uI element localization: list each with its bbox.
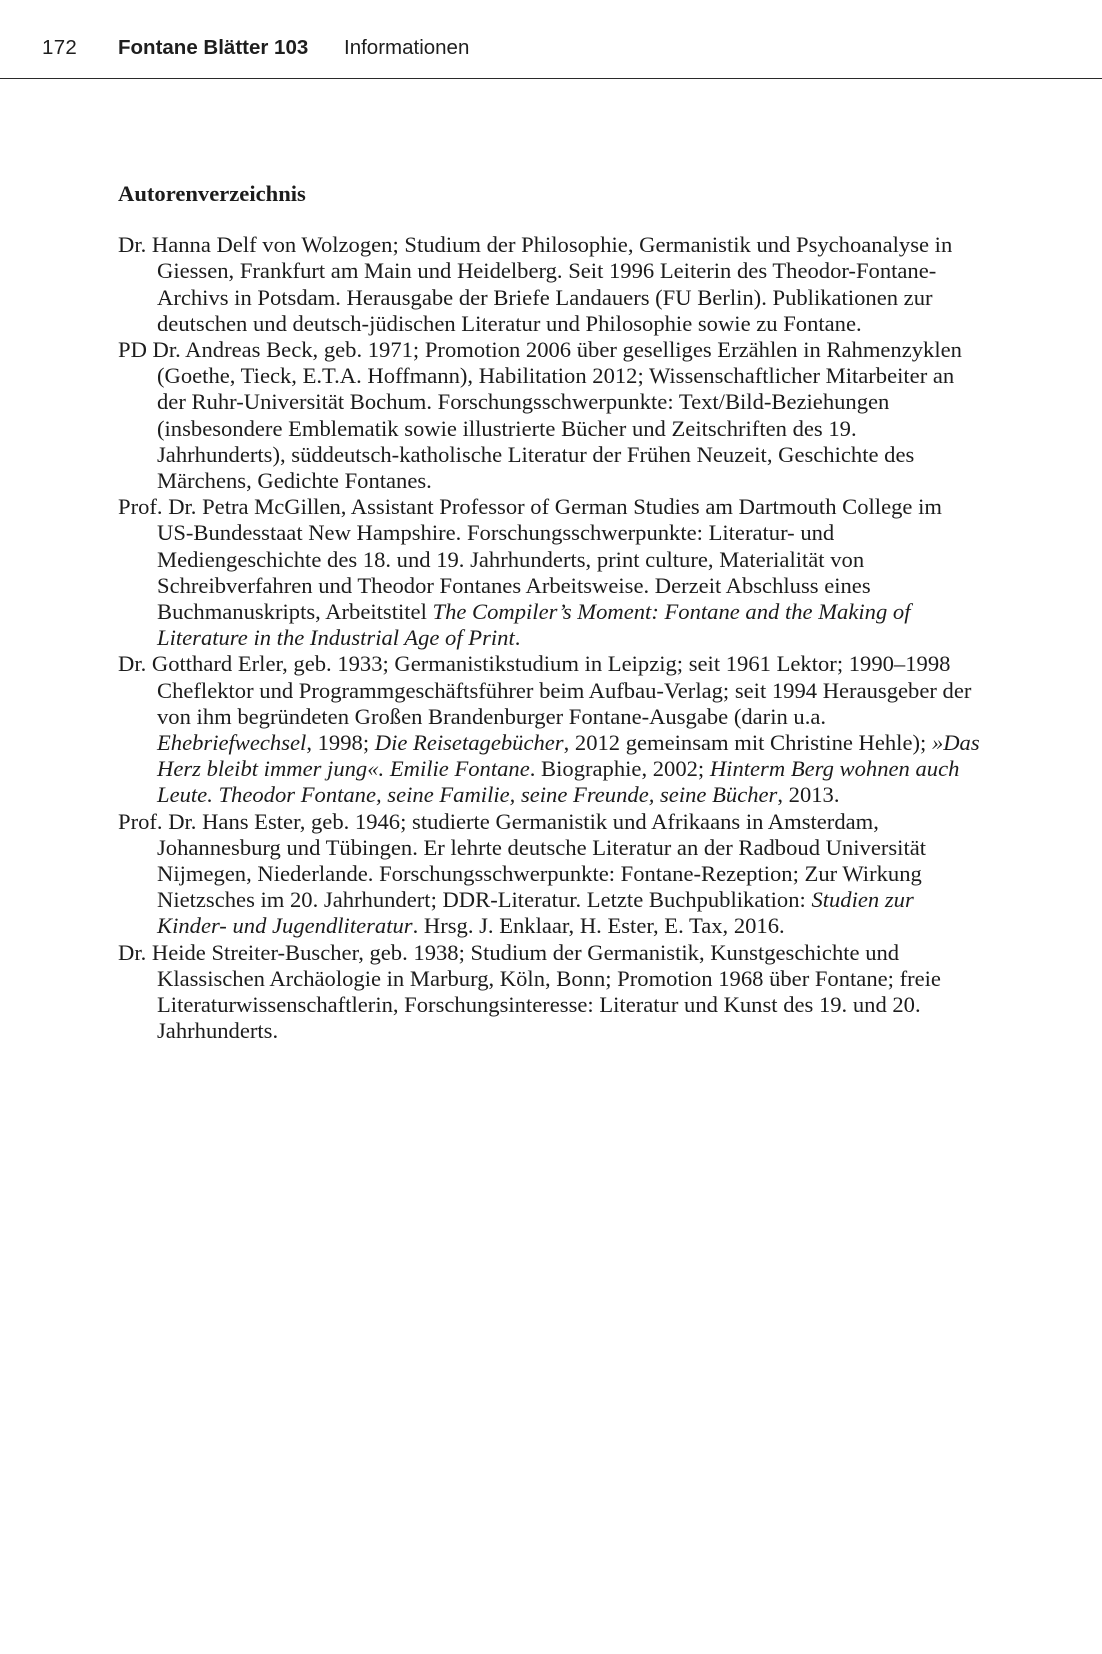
entry-book-title: Studien zur Kinder- und Jugendliteratur <box>157 887 914 939</box>
entry-book-title: Ehebriefwechsel <box>157 730 307 756</box>
entry-book-title: »Das Herz bleibt immer jung«. Emilie Fontane <box>157 730 980 782</box>
entry-book-title: Die Reisetagebücher <box>374 730 564 756</box>
entry-book-title: Hinterm Berg wohnen auch Leute. Theodor Fontane, seine Familie, seine Freunde, seine Bücher <box>157 756 960 808</box>
author-entry-mcgillen <box>118 494 980 651</box>
running-head <box>0 0 1102 79</box>
entry-text: Prof. Dr. Petra McGillen, Assistant Professor of German Studies am Dartmouth College im US-Bundesstaat New Hampshire. Forschungsschwerpunkte: Literatur- und Mediengeschichte des 18. und 19. Jahrhunderts, print culture, Materialität von Schreibverfahren und Theodor Fontanes Arbeitsweise. Derzeit Abschluss eines Buchmanuskripts, Arbeitstitel <box>118 494 942 625</box>
author-entry-delf-von-wolzogen <box>118 232 980 337</box>
entry-text: Dr. Hanna Delf von Wolzogen; Studium der Philosophie, Germanistik und Psychoanalyse in Giessen, Frankfurt am Main und Heidelberg. Seit 1996 Leiterin des Theodor-Fontane-Archivs in Potsdam. Herausgabe der Briefe Landauers (FU Berlin). Publikationen zur deutschen und deutsch-jüdischen Literatur und Philosophie sowie zu Fontane. <box>118 232 953 336</box>
entry-text: Dr. Gotthard Erler, geb. 1933; Germanistikstudium in Leipzig; seit 1961 Lektor; 1990–1998 Cheflektor und Programmgeschäftsführer beim Aufbau-Verlag; seit 1994 Herausgeber der von ihm begründeten Großen Brandenburger Fontane-Ausgabe (darin u.a. <box>118 651 972 729</box>
section-title: Informationen <box>344 36 470 59</box>
author-entry-streiter-buscher <box>118 940 980 1045</box>
author-entry-ester <box>118 809 980 940</box>
author-entry-erler <box>118 651 980 808</box>
entry-text: , 2013. <box>777 782 840 808</box>
page-heading: Autorenverzeichnis <box>118 181 306 206</box>
journal-title: Fontane Blätter 103 <box>118 36 309 59</box>
entry-text: , 1998; <box>306 730 375 756</box>
entry-text: . Hrsg. J. Enklaar, H. Ester, E. Tax, 2016. <box>412 913 785 939</box>
page-number: 172 <box>42 36 78 59</box>
entry-text: , 2012 gemeinsam mit Christine Hehle); <box>563 730 932 756</box>
entry-book-title: The Compiler’s Moment: Fontane and the Making of Literature in the Industrial Age of Print <box>157 599 911 651</box>
entry-text: Prof. Dr. Hans Ester, geb. 1946; studierte Germanistik und Afrikaans in Amsterdam, Johannesburg und Tübingen. Er lehrte deutsche Literatur an der Radboud Universität Nijmegen, Niederlande. Forschungsschwerpunkte: Fontane-Rezeption; Zur Wirkung Nietzsches im 20. Jahrhundert; DDR-Literatur. Letzte Buchpublikation: <box>118 808 927 913</box>
entry-text: PD Dr. Andreas Beck, geb. 1971; Promotion 2006 über geselliges Erzählen in Rahmenzyklen (Goethe, Tieck, E.T.A. Hoffmann), Habilitation 2012; Wissenschaftlicher Mitarbeiter an der Ruhr-Universität Bochum. Forschungsschwerpunkte: Text/Bild-Beziehungen (insbesondere Emblematik sowie illustrierte Bücher und Zeitschriften des 19. Jahrhunderts), süddeutsch-katholische Literatur der Frühen Neuzeit, Geschichte des Märchens, Gedichte Fontanes. <box>118 337 962 494</box>
entry-text: Dr. Heide Streiter-Buscher, geb. 1938; Studium der Germanistik, Kunstgeschichte und Klassischen Archäologie in Marburg, Köln, Bonn; Promotion 1968 über Fontane; freie Literaturwissenschaftlerin, Forschungsinteresse: Literatur und Kunst des 19. und 20. Jahrhunderts. <box>118 939 941 1044</box>
entry-text: . Biographie, 2002; <box>529 756 710 782</box>
author-entry-beck <box>118 337 980 494</box>
author-directory <box>118 181 980 1045</box>
entry-text: . <box>514 625 521 651</box>
